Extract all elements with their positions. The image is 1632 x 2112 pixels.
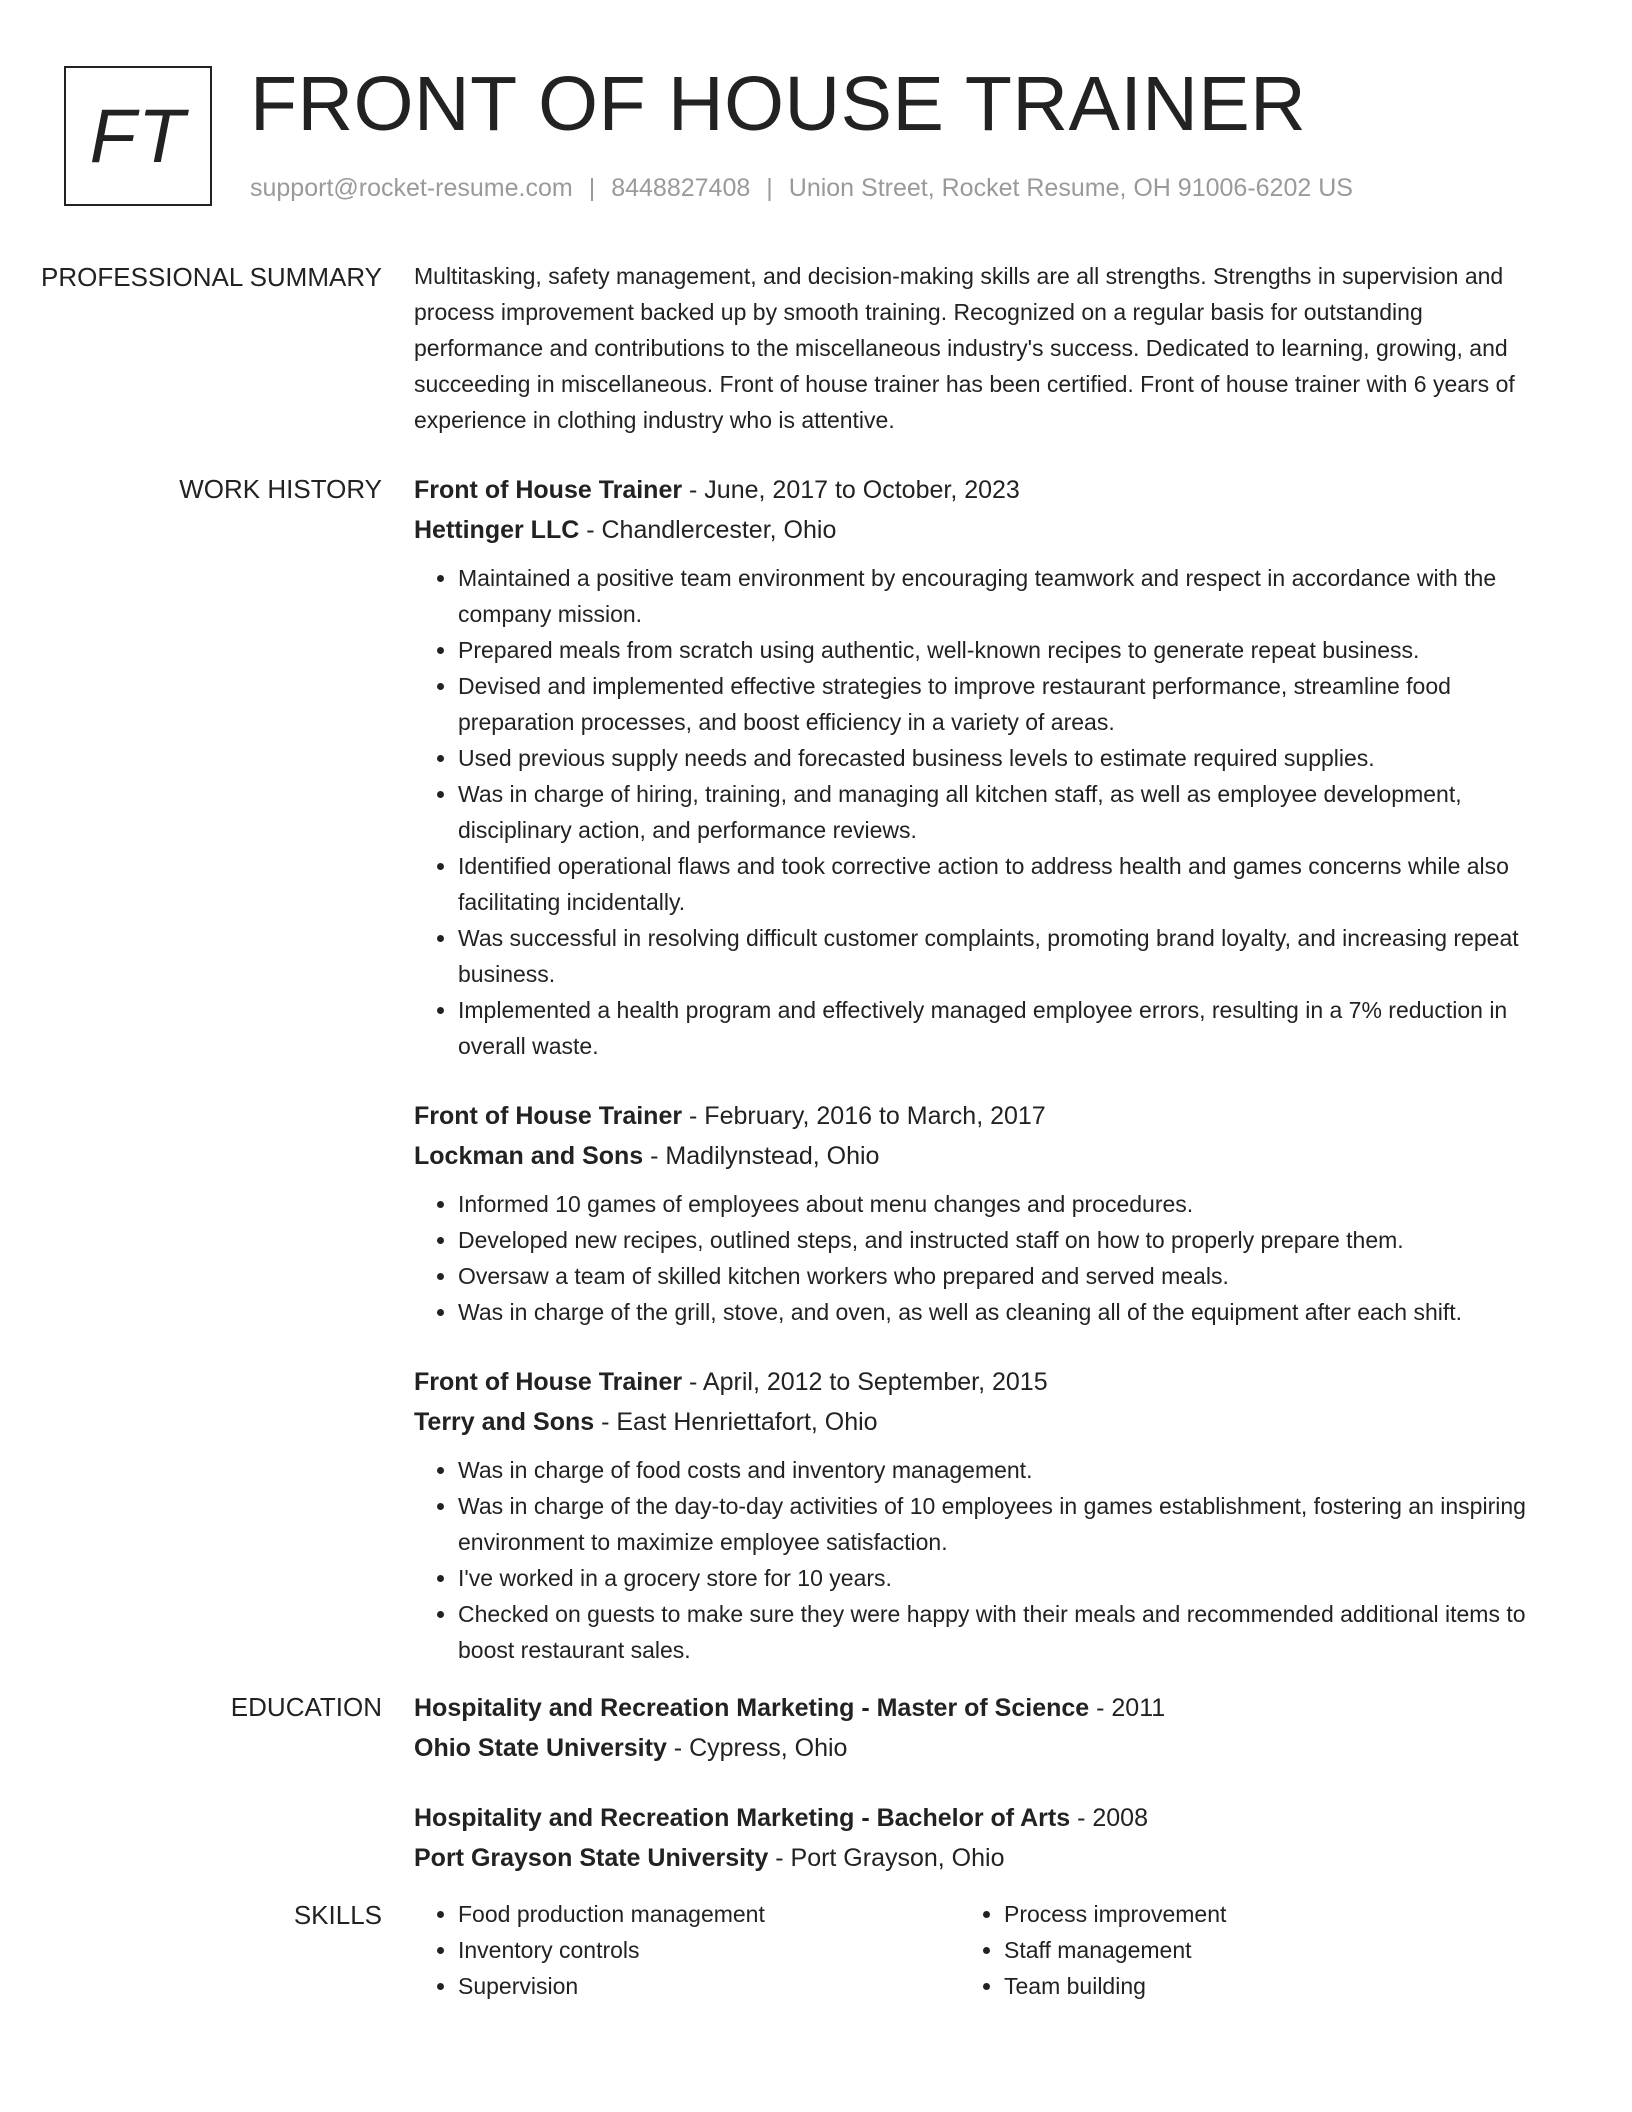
list-item: • Supervision: [458, 1968, 960, 2004]
job-company-line: [414, 1136, 1530, 1176]
job-location: - Madilynstead, Ohio: [643, 1142, 880, 1170]
job-location: - East Henriettafort, Ohio: [594, 1408, 878, 1436]
job-title-line: [414, 1362, 1530, 1402]
list-item: • Team building: [1004, 1968, 1506, 2004]
job-location: - Chandlercester, Ohio: [579, 516, 837, 544]
summary-text: Multitasking, safety management, and decision-making skills are all strengths. Strengths in supervision and process improvement backed up by smooth training. Recognized on a regular basis for outstanding performance and contributions to the miscellaneous industry's success. Dedicated to learning, growing, and succeeding in miscellaneous. Front of house trainer has been certified. Front of house trainer with 6 years of experience in clothing industry who is attentive.: [414, 263, 1515, 433]
list-item: • Staff management: [1004, 1932, 1506, 1968]
job-entry: [414, 1362, 1530, 1668]
list-item: • Identified operational flaws and took corrective action to address health and games concerns while also facilitating incidentally.: [458, 848, 1530, 920]
list-item: • Prepared meals from scratch using authentic, well-known recipes to generate repeat business.: [458, 632, 1530, 668]
job-dates: - February, 2016 to March, 2017: [682, 1102, 1046, 1130]
list-item: • Maintained a positive team environment by encouraging teamwork and respect in accordance with the company mission.: [458, 560, 1530, 632]
skills-list-right: [960, 1896, 1506, 2004]
skills-grid: [414, 1896, 1530, 2004]
contact-email: support@rocket-resume.com: [250, 174, 573, 202]
education-school: Port Grayson State University: [414, 1844, 769, 1872]
education-degree-line: [414, 1688, 1530, 1728]
job-title: Front of House Trainer: [414, 1368, 683, 1396]
list-item: • Process improvement: [1004, 1896, 1506, 1932]
education-degree: Hospitality and Recreation Marketing - Master of Science: [414, 1694, 1090, 1722]
education-degree-line: [414, 1798, 1530, 1838]
section-label: WORK HISTORY: [179, 474, 382, 504]
education-school-line: [414, 1838, 1530, 1878]
contact-separator: |: [766, 174, 773, 202]
job-company: Terry and Sons: [414, 1408, 595, 1436]
job-entry: [414, 1096, 1530, 1330]
list-item: • Implemented a health program and effectively managed employee errors, resulting in a 7% reduction in overall waste.: [458, 992, 1530, 1064]
job-bullets: [414, 1186, 1530, 1330]
education-school: Ohio State University: [414, 1734, 667, 1762]
education-entry: [414, 1688, 1530, 1768]
contact-address: Union Street, Rocket Resume, OH 91006-6202 US: [788, 174, 1353, 202]
job-dates: - April, 2012 to September, 2015: [682, 1368, 1048, 1396]
list-item: • Was in charge of hiring, training, and managing all kitchen staff, as well as employee development, disciplinary action, and performance reviews.: [458, 776, 1530, 848]
contact-phone: 8448827408: [611, 174, 751, 202]
education-school-line: [414, 1728, 1530, 1768]
list-item: • Food production management: [458, 1896, 960, 1932]
monogram-badge: FT: [64, 66, 212, 206]
resume-header: [64, 61, 1572, 208]
list-item: • I've worked in a grocery store for 10 years.: [458, 1560, 1530, 1596]
section-professional-summary: [0, 258, 1632, 438]
job-bullets: [414, 560, 1530, 1064]
job-company: Hettinger LLC: [414, 516, 580, 544]
job-company-line: [414, 1402, 1530, 1442]
section-content: [414, 258, 1530, 438]
job-company-line: [414, 510, 1530, 550]
list-item: • Was in charge of the grill, stove, and oven, as well as cleaning all of the equipment after each shift.: [458, 1294, 1530, 1330]
section-content: [414, 470, 1530, 1688]
section-skills: [0, 1896, 1632, 2004]
section-label: EDUCATION: [230, 1692, 382, 1722]
section-content: [414, 1688, 1530, 1896]
list-item: • Oversaw a team of skilled kitchen workers who prepared and served meals.: [458, 1258, 1530, 1294]
education-entry: [414, 1798, 1530, 1878]
list-item: • Was successful in resolving difficult customer complaints, promoting brand loyalty, and increasing repeat business.: [458, 920, 1530, 992]
list-item: • Inventory controls: [458, 1932, 960, 1968]
list-item: • Developed new recipes, outlined steps, and instructed staff on how to properly prepare them.: [458, 1222, 1530, 1258]
section-content: [414, 1896, 1530, 2004]
education-year: - 2008: [1070, 1804, 1148, 1832]
education-location: - Cypress, Ohio: [666, 1734, 848, 1762]
job-bullets: [414, 1452, 1530, 1668]
education-location: - Port Grayson, Ohio: [768, 1844, 1005, 1872]
list-item: • Was in charge of the day-to-day activities of 10 employees in games establishment, fostering an inspiring environment to maximize employee satisfaction.: [458, 1488, 1530, 1560]
list-item: • Checked on guests to make sure they were happy with their meals and recommended additional items to boost restaurant sales.: [458, 1596, 1530, 1668]
job-title: Front of House Trainer: [414, 1102, 683, 1130]
section-label: PROFESSIONAL SUMMARY: [41, 262, 382, 292]
section-label: SKILLS: [293, 1900, 382, 1930]
section-work-history: [0, 470, 1632, 1688]
contact-separator: |: [588, 174, 596, 202]
education-degree: Hospitality and Recreation Marketing - Bachelor of Arts: [414, 1804, 1071, 1832]
job-title: Front of House Trainer: [414, 476, 683, 504]
resume-title: FRONT OF HOUSE TRAINER: [250, 61, 1307, 147]
job-company: Lockman and Sons: [414, 1142, 644, 1170]
job-title-line: [414, 470, 1530, 510]
section-education: [0, 1688, 1632, 1896]
job-title-line: [414, 1096, 1530, 1136]
list-item: • Was in charge of food costs and inventory management.: [458, 1452, 1530, 1488]
list-item: • Devised and implemented effective strategies to improve restaurant performance, streamline food preparation processes, and boost efficiency in a variety of areas.: [458, 668, 1530, 740]
list-item: • Used previous supply needs and forecasted business levels to estimate required supplies.: [458, 740, 1530, 776]
education-year: - 2011: [1089, 1694, 1166, 1722]
job-entry: [414, 470, 1530, 1064]
contact-line: [250, 174, 1353, 203]
list-item: • Informed 10 games of employees about menu changes and procedures.: [458, 1186, 1530, 1222]
job-dates: - June, 2017 to October, 2023: [682, 476, 1020, 504]
skills-list-left: [414, 1896, 960, 2004]
resume-sections: [0, 258, 1632, 2004]
